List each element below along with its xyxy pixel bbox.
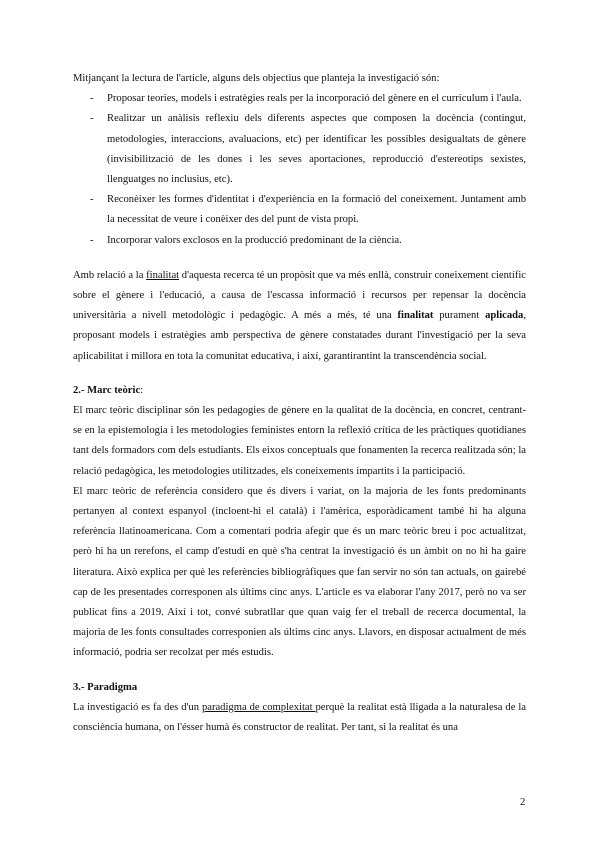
document-page — [73, 69, 526, 738]
section-heading-marc: 2.- Marc teòric: — [73, 384, 144, 396]
list-item — [73, 231, 526, 251]
marc-paragraph-1: El marc teòric disciplinar són les pedagogies de gènere en la qualitat de la docència, en concret, centrant-se en la epistemologia i les metodologies feministes entorn la reflexió crítica de les pràctiques quotidianes tant dels formadors com dels estudiants. Els eixos conceptuals que fonamenten la recerca realitzada són; la relació pedagògica, les metodologies utilitzades, els coneixements impartits i la participació. — [73, 405, 526, 477]
list-item — [73, 89, 526, 109]
finality-bold: finalitat — [397, 310, 434, 322]
list-item-text: Incorporar valors exclosos en la producció predominant de la ciència. — [107, 234, 402, 246]
dash-bullet: - — [90, 113, 94, 125]
list-item-text: Realitzar un anàlisis reflexiu dels diferents aspectes que composen la docència (contingut, metodologies, interaccions, avaluacions, etc) per identificar les possibles desigualtats de gènere (invisibilització de les dones i les seves aportaciones, reproducció d'estereotips sexistes, llenguatges no inclusius, etc). — [107, 113, 526, 186]
list-item — [73, 190, 526, 230]
paradigma-term: paradigma de complexitat — [201, 701, 316, 713]
list-item — [73, 109, 526, 190]
objectives-list — [73, 89, 526, 251]
list-item-text: Reconèixer les formes d'identitat i d'experiència en la formació del coneixement. Juntament amb la necessitat de veure i conèixer des del punt de vista propi. — [107, 194, 526, 226]
finality-term: finalitat — [146, 269, 180, 281]
dash-bullet: - — [90, 234, 94, 246]
applied-bold: aplicada — [485, 310, 524, 322]
dash-bullet: - — [90, 93, 94, 105]
page-number: 2 — [520, 797, 526, 808]
marc-paragraph-2: El marc teòric de referència considero que és divers i variat, on la majoria de les fonts predominants pertanyen al context espanyol (incloent-hi el català) i l'amèrica, esporàdicament també hi ha alguna referència llatinoamericana. Com a comentari podria afegir que és un marc teòric breu i poc actualitzat, però hi ha un rerefons, el camp d'estudi en què s'ha centrat la investigació és un àmbit on no hi ha gaire literatura. Això explica per què les referències bibliogràfiques que fan servir no són tan actuals, on gairebé cap de les presentades corresponen als últims cinc anys. L'article es va elaborar l'any 2017, però no va ser publicat fins a 2019. Així i tot, convé subratllar que quan vaig fer el treball de recerca documental, la majoria de les fonts consultades corresponien als últims cinc anys. Llavors, en disposar actualment de més informació, podria ser recolzat per més estudis. — [73, 485, 526, 659]
list-item-text: Proposar teories, models i estratègies reals per la incorporació del gènere en el currículum i l'aula. — [107, 93, 522, 105]
dash-bullet: - — [90, 194, 94, 206]
objectives-intro: Mitjançant la lectura de l'article, alguns dels objectius que planteja la investigació són: — [73, 73, 440, 84]
section-heading-paradigma: 3.- Paradigma — [73, 681, 138, 693]
paradigma-paragraph: La investigació es fa des d'un paradigma de complexitat perquè la realitat està lligada a la naturalesa de la consciència humana, on l'ésser humà és constructor de realitat. Per tant, si la realitat és una — [73, 701, 526, 734]
finality-paragraph: Amb relació a la finalitat d'aquesta recerca té un propòsit que va més enllà, construir coneixement científic sobre el gènere i l'educació, a causa de l'escassa informació i recursos per repensar la docència universitària a nivell metodològic i pedagògic. A més a més, té una finalitat purament aplicada, proposant models i estratègies amb perspectiva de gènere constatades durant l'investigació per la seva aplicabilitat i millora en tota la comunitat educativa, i així, garantirantint la transcendència social. — [73, 269, 526, 362]
